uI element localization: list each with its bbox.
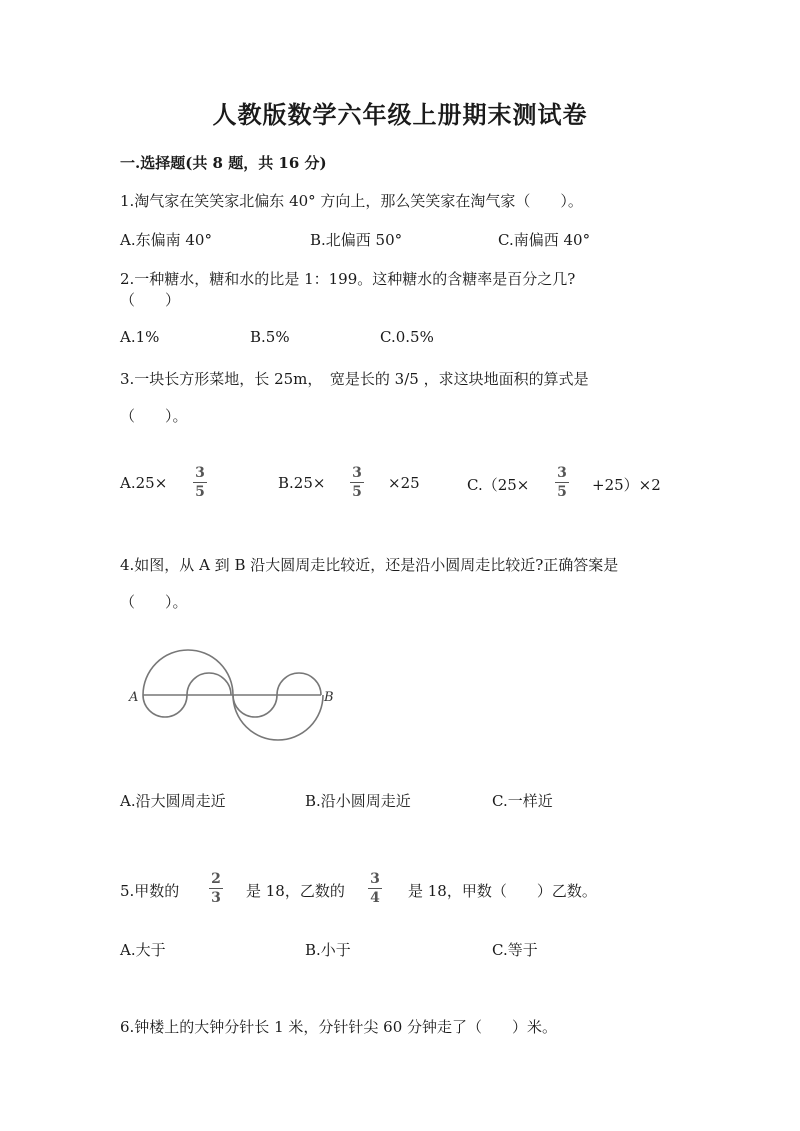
q1-option-c: C.南偏西 40°	[498, 231, 591, 249]
small-arc-4	[277, 673, 321, 695]
question-2-blank: （ ）	[120, 291, 181, 309]
q4-option-b: B.沿小圆周走近	[305, 792, 411, 810]
question-5-suffix: 是 18，甲数（ ）乙数。	[408, 882, 597, 900]
q2-option-b: B.5%	[250, 328, 290, 346]
label-b: B	[324, 690, 334, 705]
small-arc-2	[187, 673, 231, 695]
q5-option-c: C.等于	[492, 941, 538, 959]
question-3-text: 3.一块长方形菜地，长 25m， 宽是长的 3/5 ，求这块地面积的算式是	[120, 370, 589, 388]
question-6-text: 6.钟楼上的大钟分针长 1 米，分针针尖 60 分钟走了（ ）米。	[120, 1018, 558, 1036]
question-5-middle: 是 18，乙数的	[246, 882, 345, 900]
label-a: A	[129, 690, 139, 705]
q3-option-b-fraction: 3 5	[350, 465, 364, 500]
q1-option-a: A.东偏南 40°	[120, 231, 212, 249]
q2-option-c: C.0.5%	[380, 328, 434, 346]
section-heading: 一.选择题(共 8 题，共 16 分)	[120, 154, 327, 172]
question-3-blank: （ ）。	[120, 407, 188, 425]
circles-figure	[125, 640, 355, 750]
q3-option-b-suffix: ×25	[388, 474, 420, 492]
question-4-blank: （ ）。	[120, 593, 188, 611]
q3-option-a: A.25×	[120, 474, 168, 492]
page-title: 人教版数学六年级上册期末测试卷	[212, 100, 588, 129]
small-arc-1	[143, 695, 187, 717]
q5-option-b: B.小于	[305, 941, 351, 959]
question-4-text: 4.如图，从 A 到 B 沿大圆周走比较近，还是沿小圆周走比较近?正确答案是	[120, 556, 619, 574]
q1-option-b: B.北偏西 50°	[310, 231, 403, 249]
q3-option-b: B.25×	[278, 474, 326, 492]
q2-option-a: A.1%	[120, 328, 160, 346]
question-1-text: 1.淘气家在笑笑家北偏东 40° 方向上，那么笑笑家在淘气家（ ）。	[120, 192, 583, 210]
q5-option-a: A.大于	[120, 941, 166, 959]
q3-option-c-fraction: 3 5	[555, 465, 569, 500]
q3-option-c: C.（25×	[467, 476, 530, 494]
q3-option-a-fraction: 3 5	[193, 465, 207, 500]
question-5-prefix: 5.甲数的	[120, 882, 180, 900]
q3-option-c-suffix: +25）×2	[592, 476, 661, 494]
q4-option-c: C.一样近	[492, 792, 553, 810]
q4-option-a: A.沿大圆周走近	[120, 792, 226, 810]
small-arc-3	[233, 695, 277, 717]
question-2-text: 2.一种糖水，糖和水的比是 1：199。这种糖水的含糖率是百分之几?	[120, 270, 576, 288]
q5-fraction-2: 3 4	[368, 871, 382, 906]
large-arc-bottom	[233, 695, 323, 740]
q5-fraction-1: 2 3	[209, 871, 223, 906]
